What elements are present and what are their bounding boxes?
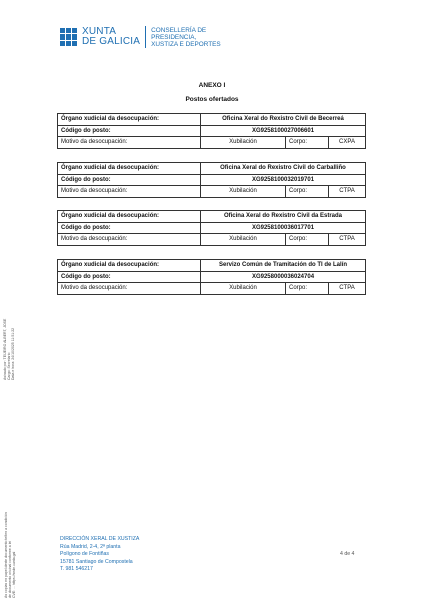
- codigo-value: XG9258100036017701: [201, 222, 366, 234]
- logo-line-2: DE GALICIA: [82, 36, 141, 47]
- organo-label: Órgano xudicial da desocupación:: [58, 163, 201, 175]
- annex-title: ANEXO I: [198, 82, 226, 89]
- corpo-value: CTPA: [329, 234, 366, 246]
- stamp-line-1: Asinado por: TEIJEIRO ALBERT, JOSE: [3, 318, 7, 380]
- organo-value: Servizo Común de Tramitación do TI de Lalín: [201, 260, 366, 272]
- note-line-3: CVE: ... https://sede.xunta.gal: [12, 551, 16, 598]
- codigo-label: Código do posto:: [58, 174, 201, 186]
- codigo-label: Código do posto:: [58, 125, 201, 137]
- motivo-label: Motivo da desocupación:: [58, 234, 201, 246]
- codigo-value: XG9258100027006601: [201, 125, 366, 137]
- corpo-label: Corpo:: [286, 137, 329, 149]
- motivo-label: Motivo da desocupación:: [58, 283, 201, 295]
- organo-label: Órgano xudicial da desocupación:: [58, 260, 201, 272]
- header: [60, 26, 221, 48]
- note-line-1: As copias en papel deste documento teñen a condición: [4, 512, 8, 598]
- logo-line-1: XUNTA: [82, 26, 117, 37]
- signature-stamp: [3, 319, 15, 380]
- verification-note: [4, 512, 16, 598]
- footer-line-2: Rúa Madrid, 2-4, 2ª planta: [60, 543, 121, 550]
- organo-value: Oficina Xeral do Rexistro Civil da Estrada: [201, 211, 366, 223]
- corpo-value: CTPA: [329, 283, 366, 295]
- organo-label: Órgano xudicial da desocupación:: [58, 211, 201, 223]
- organo-value: Oficina Xeral do Rexistro Civil do Carballiño: [201, 163, 366, 175]
- motivo-value: Xubilación: [201, 234, 286, 246]
- footer-line-4: 15781 Santiago de Compostela: [60, 558, 133, 565]
- codigo-value: XG9258100032019701: [201, 174, 366, 186]
- post-table-2: [57, 162, 366, 198]
- department-name: [151, 27, 221, 48]
- corpo-label: Corpo:: [286, 234, 329, 246]
- motivo-label: Motivo da desocupación:: [58, 186, 201, 198]
- corpo-value: CXPA: [329, 137, 366, 149]
- codigo-value: XG9258000036024704: [201, 271, 366, 283]
- motivo-value: Xubilación: [201, 283, 286, 295]
- motivo-value: Xubilación: [201, 137, 286, 149]
- post-table-1: [57, 113, 366, 149]
- annex-subtitle: Postos ofertados: [185, 96, 239, 103]
- post-table-3: [57, 210, 366, 246]
- stamp-line-3: Data e hora: 24/10/2025 11:51:22: [11, 327, 15, 380]
- motivo-label: Motivo da desocupación:: [58, 137, 201, 149]
- dept-line-2: PRESIDENCIA,: [151, 33, 197, 41]
- codigo-label: Código do posto:: [58, 222, 201, 234]
- post-table-4: [57, 259, 366, 295]
- logo-separator: [145, 26, 146, 48]
- stamp-line-2: Cargo: Secretario: [7, 352, 11, 380]
- codigo-label: Código do posto:: [58, 271, 201, 283]
- dept-line-1: CONSELLERÍA DE: [151, 26, 207, 34]
- organo-value: Oficina Xeral do Rexistro Civil de Becerreá: [201, 114, 366, 126]
- organo-label: Órgano xudicial da desocupación:: [58, 114, 201, 126]
- footer-address: [60, 536, 139, 574]
- corpo-label: Corpo:: [286, 186, 329, 198]
- footer-line-5: T. 981 546217: [60, 566, 93, 572]
- motivo-value: Xubilación: [201, 186, 286, 198]
- footer-line-3: Polígono de Fontiñas: [60, 551, 110, 557]
- page-number: 4 de 4: [340, 551, 355, 557]
- corpo-value: CTPA: [329, 186, 366, 198]
- note-line-2: de documento orixinal conforme a lei: [8, 540, 12, 598]
- corpo-label: Corpo:: [286, 283, 329, 295]
- logo-text: [82, 27, 140, 47]
- xunta-logo-icon: [60, 28, 78, 46]
- dept-line-3: XUSTIZA E DEPORTES: [151, 40, 221, 48]
- footer-line-1: DIRECCIÓN XERAL DE XUSTIZA: [60, 536, 140, 542]
